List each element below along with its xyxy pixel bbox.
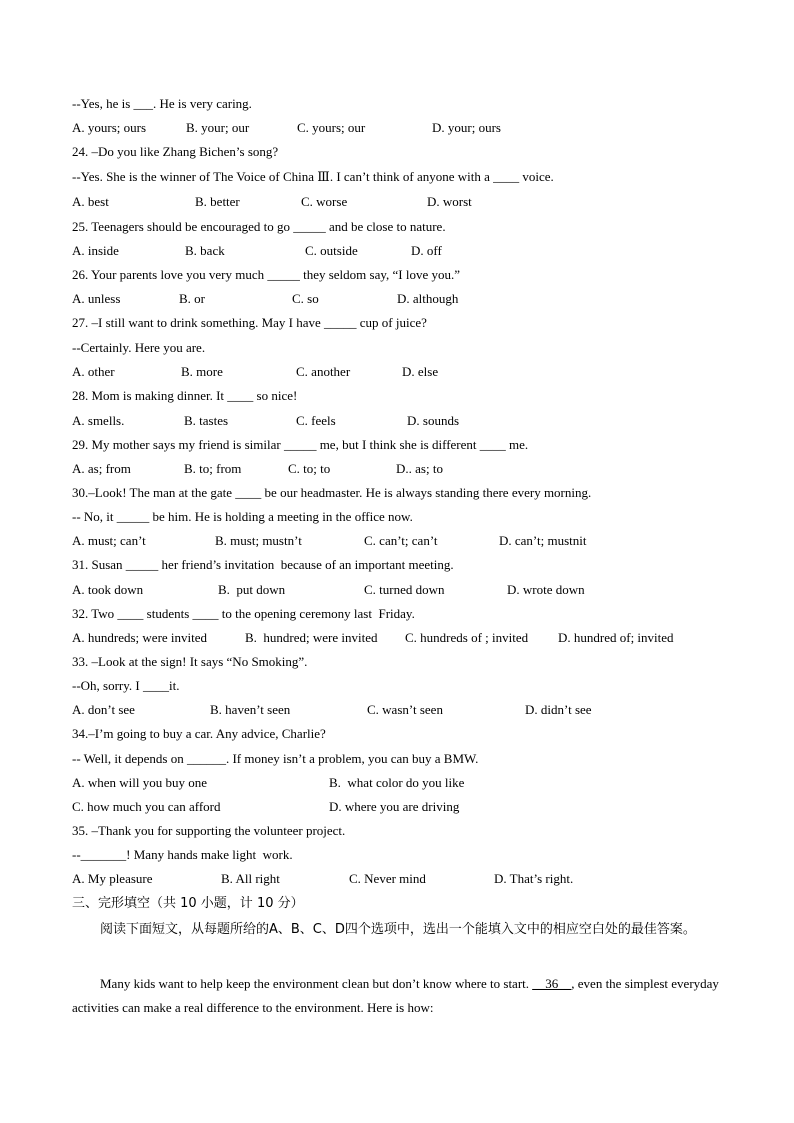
option-c: C. yours; our (297, 120, 366, 135)
option-a: A. hundreds; were invited (72, 630, 208, 645)
option-b: B. back (185, 243, 225, 258)
option-b: B. what color do you like (329, 775, 465, 790)
answer-line: --Certainly. Here you are. (72, 340, 206, 355)
option-a: A. when will you buy one (72, 775, 208, 790)
option-b: B. haven’t seen (210, 702, 291, 717)
section-instruction: 阅读下面短文，从每题所给的A、B、C、D四个选项中，选出一个能填入文中的相应空白处的最佳答案。 (100, 922, 696, 937)
question-24: 24. –Do you like Zhang Bichen’s song? (72, 144, 279, 159)
option-b: B. must; mustn’t (215, 533, 302, 548)
option-a: A. unless (72, 291, 121, 306)
option-c: C. another (296, 364, 351, 379)
option-d: D. can’t; mustnit (499, 533, 587, 548)
question-27: 27. –I still want to drink something. May I have _____ cup of juice? (72, 315, 427, 330)
option-a: A. smells. (72, 413, 125, 428)
option-d: D. wrote down (507, 582, 585, 597)
option-a: A. must; can’t (72, 533, 146, 548)
option-c: C. outside (305, 243, 358, 258)
question-25: 25. Teenagers should be encouraged to go _____ and be close to nature. (72, 219, 446, 234)
section-title: 三、完形填空（共 10 小题，计 10 分） (72, 896, 304, 911)
option-c: C. can’t; can’t (364, 533, 438, 548)
option-d: D. off (411, 243, 442, 258)
question-34: 34.–I’m going to buy a car. Any advice, Charlie? (72, 726, 326, 741)
option-b: B. hundred; were invited (245, 630, 378, 645)
option-c: C. hundreds of ; invited (405, 630, 529, 645)
option-b: B. your; our (186, 120, 250, 135)
option-b: B. more (181, 364, 223, 379)
option-d: D. That’s right. (494, 871, 574, 886)
question-35: 35. –Thank you for supporting the volunteer project. (72, 823, 346, 838)
question-32: 32. Two ____ students ____ to the opening ceremony last Friday. (72, 606, 415, 621)
option-d: D. where you are driving (329, 799, 460, 814)
passage-text-start: Many kids want to help keep the environment clean but don’t know where to start. (100, 976, 533, 991)
option-b: B. tastes (184, 413, 229, 428)
option-b: B. put down (218, 582, 286, 597)
option-b: B. to; from (184, 461, 242, 476)
option-b: B. All right (221, 871, 280, 886)
option-a: A. My pleasure (72, 871, 153, 886)
option-a: A. took down (72, 582, 144, 597)
passage-paragraph (72, 972, 724, 1020)
option-c: C. to; to (288, 461, 331, 476)
option-d: D. sounds (407, 413, 460, 428)
option-c: C. Never mind (349, 871, 426, 886)
blank-36: __36__ (532, 976, 572, 991)
question-28: 28. Mom is making dinner. It ____ so nice! (72, 388, 298, 403)
question-33: 33. –Look at the sign! It says “No Smoking”. (72, 654, 308, 669)
answer-line: --_______! Many hands make light work. (72, 847, 293, 862)
option-d: D. your; ours (432, 120, 501, 135)
option-c: C. wasn’t seen (367, 702, 443, 717)
answer-line: --Yes, he is ___. He is very caring. (72, 96, 252, 111)
option-c: C. turned down (364, 582, 445, 597)
option-b: B. or (179, 291, 205, 306)
option-a: A. best (72, 194, 109, 209)
passage-text-end: , even the simplest everyday activities can make a real difference to the environment. Here is how: (72, 976, 719, 1015)
question-31: 31. Susan _____ her friend’s invitation because of an important meeting. (72, 557, 454, 572)
option-a: A. inside (72, 243, 119, 258)
option-d: D.. as; to (396, 461, 443, 476)
option-a: A. yours; ours (72, 120, 147, 135)
question-30: 30.–Look! The man at the gate ____ be our headmaster. He is always standing there every morning. (72, 485, 592, 500)
option-a: A. as; from (72, 461, 131, 476)
option-d: D. didn’t see (525, 702, 592, 717)
answer-line: --Yes. She is the winner of The Voice of China Ⅲ. I can’t think of anyone with a ____ voice. (72, 169, 554, 184)
option-b: B. better (195, 194, 240, 209)
option-c: C. so (292, 291, 319, 306)
question-26: 26. Your parents love you very much _____ they seldom say, “I love you.” (72, 267, 461, 282)
option-d: D. else (402, 364, 439, 379)
question-29: 29. My mother says my friend is similar _____ me, but I think she is different ____ me. (72, 437, 529, 452)
option-c: C. how much you can afford (72, 799, 221, 814)
option-d: D. hundred of; invited (558, 630, 674, 645)
option-a: A. don’t see (72, 702, 135, 717)
option-d: D. worst (427, 194, 472, 209)
option-c: C. worse (301, 194, 348, 209)
option-d: D. although (397, 291, 459, 306)
answer-line: --Oh, sorry. I ____it. (72, 678, 180, 693)
option-a: A. other (72, 364, 115, 379)
answer-line: -- Well, it depends on ______. If money isn’t a problem, you can buy a BMW. (72, 751, 479, 766)
answer-line: -- No, it _____ be him. He is holding a meeting in the office now. (72, 509, 413, 524)
option-c: C. feels (296, 413, 336, 428)
